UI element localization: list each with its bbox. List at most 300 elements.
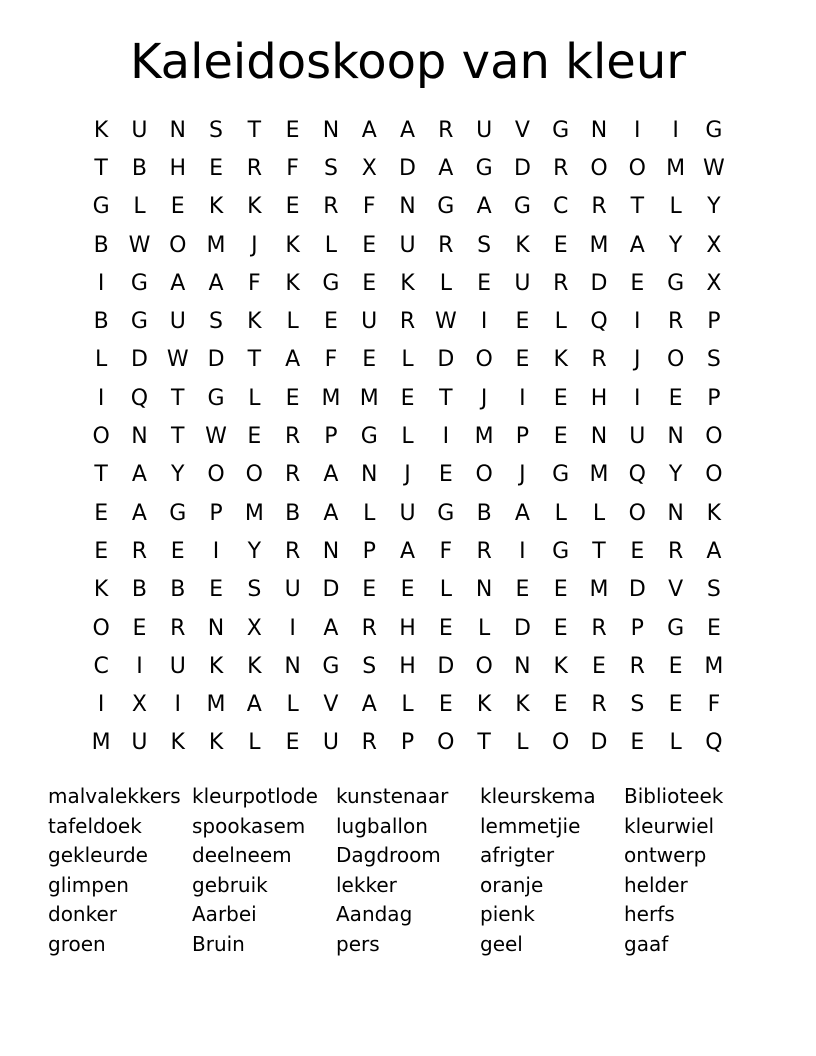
grid-letter[interactable]: F [439,538,453,564]
grid-letter[interactable]: A [285,347,301,373]
grid-letter[interactable]: A [399,117,416,143]
grid-letter[interactable]: E [362,232,377,258]
word-list-item: lemmetjie [480,813,581,838]
grid-letter[interactable]: Y [247,538,262,564]
grid-letter[interactable]: E [553,692,568,718]
grid-letter[interactable]: I [97,385,105,411]
grid-letter[interactable]: D [513,155,531,181]
grid-letter[interactable]: R [438,232,454,258]
grid-letter[interactable]: F [286,155,299,181]
grid-letter[interactable]: Y [707,194,721,220]
grid-letter[interactable]: F [362,194,376,220]
grid-letter[interactable]: H [399,615,416,641]
grid-letter[interactable]: G [475,155,493,181]
grid-letter[interactable]: K [285,232,300,258]
grid-letter[interactable]: U [361,309,378,335]
grid-letter[interactable]: Y [171,462,185,488]
grid-letter[interactable]: T [592,538,606,564]
grid-letter[interactable]: A [208,270,224,296]
grid-letter[interactable]: B [476,500,492,526]
grid-letter[interactable]: E [285,117,300,143]
grid-letter[interactable]: U [284,577,301,603]
grid-letter[interactable]: K [706,500,722,526]
grid-letter[interactable]: R [170,615,186,641]
grid-letter[interactable]: G [705,117,723,143]
grid-letter[interactable]: O [628,500,646,526]
grid-letter[interactable]: G [552,462,570,488]
grid-letter[interactable]: U [169,653,186,679]
grid-letter[interactable]: M [589,462,609,488]
grid-letter[interactable]: P [400,730,415,756]
grid-letter[interactable]: I [212,538,220,564]
grid-letter[interactable]: A [629,232,645,258]
grid-letter[interactable]: M [206,232,226,258]
grid-letter[interactable]: P [630,615,644,641]
grid-letter[interactable]: M [359,385,379,411]
grid-letter[interactable]: O [590,155,608,181]
grid-letter[interactable]: B [131,577,147,603]
grid-letter[interactable]: P [707,385,721,411]
grid-letter[interactable]: I [97,692,105,718]
grid-letter[interactable]: R [553,270,569,296]
grid-letter[interactable]: O [92,615,110,641]
grid-letter[interactable]: N [131,424,148,450]
grid-letter[interactable]: F [324,347,338,373]
grid-letter[interactable]: M [589,232,609,258]
grid-letter[interactable]: C [553,194,569,220]
grid-letter[interactable]: Q [705,730,723,756]
grid-letter[interactable]: V [514,117,530,143]
grid-letter[interactable]: D [322,577,340,603]
grid-letter[interactable]: K [553,653,568,679]
grid-letter[interactable]: E [285,730,300,756]
grid-letter[interactable]: W [703,155,725,181]
puzzle-title: Kaleidoskoop van kleur [130,34,686,90]
grid-letter[interactable]: I [519,385,526,411]
grid-letter[interactable]: U [476,117,493,143]
grid-letter[interactable]: N [399,194,416,220]
grid-letter[interactable]: Y [668,462,683,488]
grid-letter[interactable]: T [477,730,491,756]
grid-letter[interactable]: M [666,155,686,181]
grid-letter[interactable]: E [592,653,606,679]
grid-letter[interactable]: P [209,500,223,526]
grid-letter[interactable]: E [132,615,147,641]
grid-letter[interactable]: E [553,615,568,641]
grid-letter[interactable]: G [130,309,148,335]
grid-letter[interactable]: K [285,270,300,296]
grid-letter[interactable]: X [361,155,377,181]
grid-letter[interactable]: O [475,653,493,679]
grid-letter[interactable]: U [131,730,148,756]
word-list-item: kleurwiel [624,813,715,838]
grid-letter[interactable]: S [706,347,721,373]
grid-letter[interactable]: L [669,194,682,220]
grid-letter[interactable]: S [362,653,377,679]
grid-letter[interactable]: E [247,424,262,450]
grid-letter[interactable]: L [133,194,146,220]
grid-letter[interactable]: S [323,155,338,181]
grid-letter[interactable]: M [321,385,341,411]
grid-letter[interactable]: I [97,270,105,296]
grid-letter[interactable]: T [94,462,108,488]
grid-letter[interactable]: L [516,730,529,756]
grid-letter[interactable]: U [169,309,186,335]
grid-letter[interactable]: X [706,270,722,296]
grid-letter[interactable]: B [170,577,186,603]
grid-letter[interactable]: G [667,270,685,296]
grid-letter[interactable]: D [437,347,455,373]
grid-letter[interactable]: E [553,385,568,411]
grid-letter[interactable]: E [94,500,109,526]
grid-letter[interactable]: K [400,270,415,296]
grid-letter[interactable]: M [91,730,111,756]
grid-letter[interactable]: W [205,424,227,450]
grid-letter[interactable]: I [136,653,143,679]
grid-letter[interactable]: R [629,653,645,679]
grid-letter[interactable]: R [667,538,684,564]
grid-letter[interactable]: A [476,194,492,220]
grid-letter[interactable]: D [207,347,225,373]
grid-letter[interactable]: A [323,615,339,641]
grid-letter[interactable]: A [323,462,339,488]
grid-letter[interactable]: A [706,538,722,564]
grid-letter[interactable]: E [477,270,492,296]
grid-letter[interactable]: M [206,692,226,718]
grid-letter[interactable]: E [553,577,568,603]
grid-letter[interactable]: D [399,155,416,181]
word-list-item: herfs [624,902,675,927]
grid-letter[interactable]: N [667,424,684,450]
grid-letter[interactable]: G [130,270,148,296]
grid-letter[interactable]: T [439,385,453,411]
grid-letter[interactable]: O [552,730,570,756]
grid-letter[interactable]: P [515,424,530,450]
grid-letter[interactable]: R [284,538,301,564]
grid-letter[interactable]: U [399,500,416,526]
grid-letter[interactable]: R [591,692,607,718]
grid-letter[interactable]: E [362,270,377,296]
grid-letter[interactable]: T [247,347,262,373]
grid-letter[interactable]: L [401,347,414,373]
grid-letter[interactable]: L [286,692,299,718]
grid-letter[interactable]: E [706,615,721,641]
word-list-item: kleurskema [480,784,596,808]
grid-letter[interactable]: G [667,615,685,641]
grid-letter[interactable]: B [93,232,109,258]
grid-letter[interactable]: E [515,347,530,373]
grid-letter[interactable]: E [438,615,453,641]
grid-letter[interactable]: D [590,730,608,756]
grid-letter[interactable]: R [591,615,607,641]
grid-letter[interactable]: N [514,653,531,679]
grid-letter[interactable]: N [284,653,301,679]
grid-letter[interactable]: N [207,615,225,641]
grid-letter[interactable]: K [247,653,262,679]
grid-letter[interactable]: S [630,692,645,718]
grid-letter[interactable]: O [705,462,723,488]
grid-letter[interactable]: N [475,577,493,603]
grid-letter[interactable]: R [476,538,492,564]
grid-letter[interactable]: K [170,730,185,756]
grid-letter[interactable]: E [668,653,683,679]
grid-letter[interactable]: L [324,232,338,258]
grid-letter[interactable]: E [438,462,453,488]
grid-letter[interactable]: L [439,270,452,296]
grid-letter[interactable]: B [93,309,109,335]
grid-letter[interactable]: H [399,653,416,679]
grid-letter[interactable]: Q [130,385,149,411]
grid-letter[interactable]: R [399,309,416,335]
grid-letter[interactable]: E [323,309,338,335]
grid-letter[interactable]: O [92,424,110,450]
grid-letter[interactable]: O [245,462,263,488]
grid-letter[interactable]: N [322,538,340,564]
grid-letter[interactable]: I [480,309,488,335]
grid-letter[interactable]: L [95,347,108,373]
word-list-item: deelneem [192,843,292,868]
grid-letter[interactable]: O [169,232,187,258]
grid-letter[interactable]: S [209,117,224,143]
grid-letter[interactable]: R [591,347,607,373]
grid-letter[interactable]: R [284,462,301,488]
grid-letter[interactable]: S [477,232,492,258]
grid-letter[interactable]: J [519,462,526,488]
grid-letter[interactable]: E [285,385,300,411]
grid-letter[interactable]: G [552,538,570,564]
grid-letter[interactable]: S [247,577,262,603]
word-list-item: oranje [480,872,544,897]
grid-letter[interactable]: L [401,692,414,718]
grid-letter[interactable]: A [131,462,147,488]
grid-letter[interactable]: T [247,117,262,143]
grid-letter[interactable]: T [171,424,185,450]
grid-letter[interactable]: K [247,309,262,335]
grid-letter[interactable]: V [323,692,339,718]
grid-letter[interactable]: K [515,232,530,258]
grid-letter[interactable]: M [244,500,264,526]
grid-letter[interactable]: T [630,194,645,220]
grid-letter[interactable]: J [404,462,411,488]
grid-letter[interactable]: O [207,462,225,488]
grid-letter[interactable]: J [634,347,641,373]
grid-letter[interactable]: J [251,232,258,258]
grid-letter[interactable]: G [322,653,340,679]
grid-letter[interactable]: E [400,577,415,603]
grid-letter[interactable]: U [514,270,531,296]
grid-letter[interactable]: U [322,730,339,756]
grid-letter[interactable]: L [248,730,261,756]
grid-letter[interactable]: N [667,500,684,526]
grid-letter[interactable]: X [706,232,722,258]
grid-letter[interactable]: H [169,155,187,181]
grid-letter[interactable]: I [634,117,641,143]
grid-letter[interactable]: R [553,155,569,181]
grid-letter[interactable]: A [131,500,147,526]
grid-letter[interactable]: E [285,194,300,220]
grid-letter[interactable]: P [707,309,721,335]
grid-letter[interactable]: G [169,500,187,526]
grid-letter[interactable]: E [362,347,377,373]
grid-letter[interactable]: D [513,615,531,641]
grid-letter[interactable]: I [289,615,296,641]
grid-letter[interactable]: G [207,385,225,411]
grid-letter[interactable]: S [706,577,721,603]
grid-letter[interactable]: F [707,692,721,718]
grid-letter[interactable]: R [246,155,262,181]
grid-letter[interactable]: U [131,117,148,143]
grid-letter[interactable]: A [514,500,530,526]
grid-letter[interactable]: A [399,538,416,564]
grid-letter[interactable]: S [209,309,224,335]
grid-letter[interactable]: K [208,730,224,756]
grid-letter[interactable]: I [174,692,181,718]
grid-letter[interactable]: E [94,538,109,564]
grid-letter[interactable]: D [437,653,455,679]
grid-letter[interactable]: K [553,347,568,373]
grid-letter[interactable]: O [437,730,455,756]
grid-letter[interactable]: L [592,500,606,526]
grid-letter[interactable]: Q [590,309,608,335]
grid-letter[interactable]: L [401,424,414,450]
grid-letter[interactable]: O [475,462,493,488]
word-list-item: Aandag [336,902,413,927]
grid-letter[interactable]: M [704,653,724,679]
grid-letter[interactable]: R [361,730,377,756]
grid-letter[interactable]: E [553,232,568,258]
grid-letter[interactable]: K [93,577,109,603]
grid-letter[interactable]: N [322,117,340,143]
grid-letter[interactable]: L [554,500,567,526]
grid-letter[interactable]: E [438,692,453,718]
grid-letter[interactable]: H [590,385,608,411]
grid-letter[interactable]: N [360,462,378,488]
grid-letter[interactable]: W [128,232,151,258]
grid-letter[interactable]: G [437,500,455,526]
grid-letter[interactable]: K [208,653,224,679]
grid-letter[interactable]: E [553,424,568,450]
grid-letter[interactable]: E [362,577,377,603]
grid-letter[interactable]: E [400,385,415,411]
grid-letter[interactable]: I [672,117,679,143]
grid-letter[interactable]: G [92,194,110,220]
grid-letter[interactable]: N [590,117,608,143]
grid-letter[interactable]: E [170,538,185,564]
grid-letter[interactable]: B [285,500,301,526]
grid-letter[interactable]: I [634,309,641,335]
grid-letter[interactable]: W [434,309,457,335]
grid-letter[interactable]: B [131,155,147,181]
grid-letter[interactable]: R [323,194,339,220]
grid-letter[interactable]: E [515,309,530,335]
grid-letter[interactable]: K [515,692,530,718]
grid-letter[interactable]: I [634,385,641,411]
grid-letter[interactable]: G [513,194,531,220]
grid-letter[interactable]: G [437,194,455,220]
grid-letter[interactable]: G [322,270,340,296]
grid-letter[interactable]: P [362,538,376,564]
grid-letter[interactable]: O [628,155,646,181]
grid-letter[interactable]: E [630,730,645,756]
grid-letter[interactable]: L [669,730,682,756]
grid-letter[interactable]: K [476,692,492,718]
grid-letter[interactable]: W [166,347,189,373]
word-list-item: ontwerp [624,843,707,868]
grid-letter[interactable]: K [93,117,109,143]
grid-letter[interactable]: N [169,117,186,143]
grid-letter[interactable]: R [361,615,377,641]
grid-letter[interactable]: A [246,692,262,718]
word-list-item: Bruin [192,931,245,956]
grid-letter[interactable]: A [361,117,377,143]
grid-letter[interactable]: L [286,309,299,335]
grid-letter[interactable]: U [399,232,416,258]
grid-letter[interactable]: M [589,577,609,603]
grid-letter[interactable]: T [171,385,185,411]
grid-letter[interactable]: G [552,117,570,143]
grid-letter[interactable]: E [209,155,223,181]
grid-letter[interactable]: V [668,577,684,603]
grid-letter[interactable]: F [248,270,261,296]
grid-letter[interactable]: R [667,309,684,335]
grid-letter[interactable]: R [284,424,301,450]
grid-letter[interactable]: O [705,424,723,450]
grid-letter[interactable]: A [438,155,454,181]
grid-letter[interactable]: R [131,538,148,564]
grid-letter[interactable]: C [93,653,109,679]
grid-letter[interactable]: U [629,424,646,450]
grid-letter[interactable]: T [94,155,108,181]
grid-letter[interactable]: Y [668,232,683,258]
grid-letter[interactable]: E [170,194,185,220]
grid-letter[interactable]: L [554,309,567,335]
grid-letter[interactable]: O [666,347,685,373]
grid-letter[interactable]: K [247,194,262,220]
grid-letter[interactable]: O [475,347,493,373]
grid-letter[interactable]: D [628,577,646,603]
grid-letter[interactable]: X [131,692,147,718]
grid-letter[interactable]: A [170,270,186,296]
grid-letter[interactable]: G [360,424,378,450]
grid-letter[interactable]: L [363,500,376,526]
grid-letter[interactable]: J [480,385,488,411]
grid-letter[interactable]: L [477,615,491,641]
grid-letter[interactable]: I [519,538,526,564]
grid-letter[interactable]: R [591,194,607,220]
grid-letter[interactable]: E [668,692,683,718]
grid-letter[interactable]: E [630,538,645,564]
word-list-item: lugballon [336,813,428,838]
grid-letter[interactable]: M [474,424,494,450]
grid-letter[interactable]: A [323,500,339,526]
grid-letter[interactable]: L [439,577,452,603]
grid-letter[interactable]: K [208,194,224,220]
grid-letter[interactable]: P [324,424,338,450]
grid-letter[interactable]: I [442,424,450,450]
grid-letter[interactable]: X [246,615,262,641]
grid-letter[interactable]: E [630,270,645,296]
grid-letter[interactable]: Q [628,462,646,488]
grid-letter[interactable]: E [209,577,223,603]
grid-letter[interactable]: D [590,270,608,296]
grid-letter[interactable]: E [668,385,683,411]
grid-letter[interactable]: A [361,692,377,718]
grid-letter[interactable]: D [130,347,148,373]
grid-letter[interactable]: L [248,385,261,411]
grid-letter[interactable]: N [590,424,608,450]
grid-letter[interactable]: E [515,577,530,603]
grid-letter[interactable]: R [438,117,454,143]
